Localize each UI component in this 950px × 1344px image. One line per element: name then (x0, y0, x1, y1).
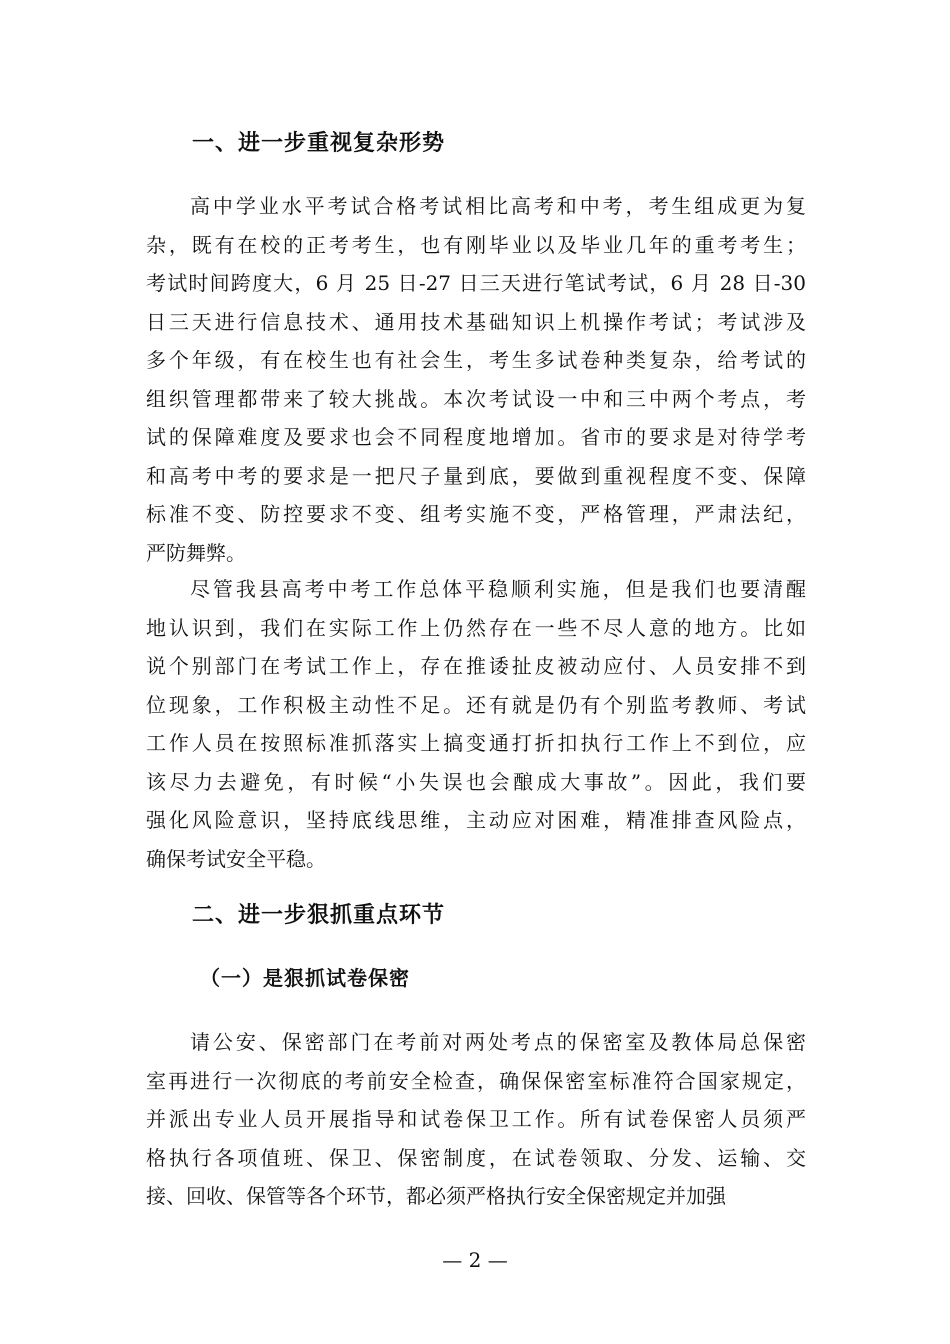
paragraph-line: 该尽力去避免，有时候“小失误也会酿成大事故”。因此，我们要 (146, 769, 806, 794)
paragraph-line: 说个别部门在考试工作上，存在推诿扯皮被动应付、人员安排不到 (146, 654, 806, 678)
section-2-title: 二、进一步狠抓重点环节 (192, 903, 446, 928)
paragraph-line: 严防舞弊。 (146, 540, 246, 565)
paragraph-line: 确保考试安全平稳。 (146, 846, 326, 871)
page-number: — 2 — (442, 1248, 508, 1272)
paragraph-line: 格执行各项值班、保卫、保密制度，在试卷领取、分发、运输、交 (146, 1145, 806, 1170)
paragraph-line: 杂，既有在校的正考考生，也有刚毕业以及毕业几年的重考考生； (146, 232, 806, 257)
paragraph-line: 多个年级，有在校生也有社会生，考生多试卷种类复杂，给考试的 (146, 348, 806, 372)
paragraph-line: 位现象，工作积极主动性不足。还有就是仍有个别监考教师、考试 (146, 692, 806, 717)
paragraph-line: 和高考中考的要求是一把尺子量到底，要做到重视程度不变、保障 (146, 463, 806, 488)
paragraph-line: 高中学业水平考试合格考试相比高考和中考，考生组成更为复 (190, 194, 806, 218)
paragraph-line: 组织管理都带来了较大挑战。本次考试设一中和三中两个考点，考 (146, 386, 806, 411)
paragraph-line: 试的保障难度及要求也会不同程度地增加。省市的要求是对待学考 (146, 425, 806, 449)
paragraph-line: 工作人员在按照标准抓落实上搞变通打折扣执行工作上不到位，应 (146, 731, 806, 755)
paragraph-line: 考试时间跨度大，6 月 25 日-27 日三天进行笔试考试，6 月 28 日-30 (146, 271, 806, 295)
paragraph-line: 请公安、保密部门在考前对两处考点的保密室及教体局总保密 (190, 1030, 806, 1054)
paragraph-line: 标准不变、防控要求不变、组考实施不变，严格管理，严肃法纪， (146, 502, 806, 526)
paragraph-line: 接、回收、保管等各个环节，都必须严格执行安全保密规定并加强 (146, 1184, 726, 1208)
section-2-subtitle-1: （一）是狠抓试卷保密 (200, 966, 410, 990)
paragraph-line: 室再进行一次彻底的考前安全检查，确保保密室标准符合国家规定， (146, 1068, 806, 1093)
paragraph-line: 尽管我县高考中考工作总体平稳顺利实施，但是我们也要清醒 (190, 577, 806, 601)
paragraph-line: 并派出专业人员开展指导和试卷保卫工作。所有试卷保密人员须严 (146, 1107, 806, 1131)
paragraph-line: 强化风险意识，坚持底线思维，主动应对困难，精准排查风险点， (146, 808, 806, 832)
section-1-title: 一、进一步重视复杂形势 (192, 131, 446, 156)
paragraph-line: 地认识到，我们在实际工作上仍然存在一些不尽人意的地方。比如 (146, 615, 806, 640)
paragraph-line: 日三天进行信息技术、通用技术基础知识上机操作考试；考试涉及 (146, 309, 806, 334)
